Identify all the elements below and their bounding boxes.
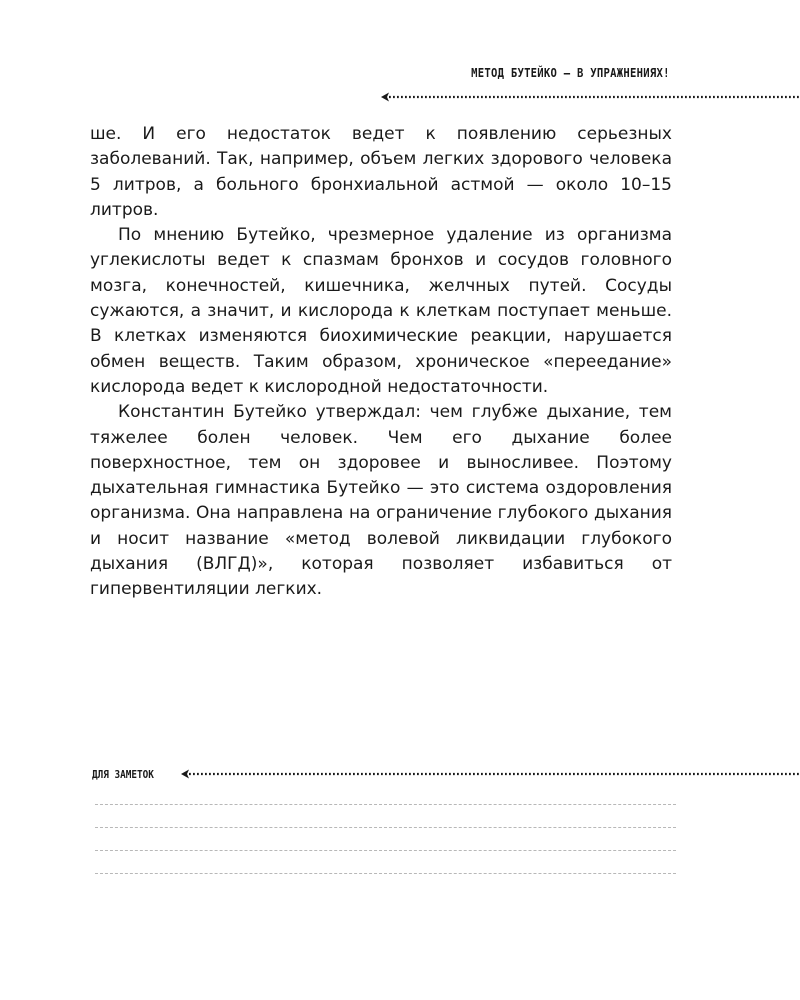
notes-line xyxy=(95,804,676,805)
paragraph: Константин Бутейко утверждал: чем глубже дыхание, тем тяжелее болен человек. Чем его дыхание более поверхностное, тем он здоровее и выносливее. Поэтому дыхательная гимнастика Бутейко — это система оздоровления организма. Она направлена на ограничение глубокого дыхания и носит название «метод волевой ликвидации глубокого дыхания (ВЛГД)», которая позволяет избавиться от гипервентиляции легких. xyxy=(90,402,672,600)
notes-area xyxy=(95,804,676,896)
notes-line xyxy=(95,873,676,874)
dotted-arrow-rule xyxy=(380,91,800,103)
notes-line xyxy=(95,850,676,851)
notes-label: ДЛЯ ЗАМЕТОК xyxy=(92,768,154,781)
paragraph: ше. И его недостаток ведет к появлению серьезных заболеваний. Так, например, объем легких здорового человека 5 литров, а больного бронхиальной астмой — около 10–15 литров. xyxy=(90,124,672,220)
running-head: МЕТОД БУТЕЙКО — В УПРАЖНЕНИЯХ! xyxy=(471,66,670,80)
notes-dotted-arrow-rule xyxy=(180,768,800,780)
article-body xyxy=(90,122,672,603)
notes-line xyxy=(95,827,676,828)
paragraph: По мнению Бутейко, чрезмерное удаление из организма углекислоты ведет к спазмам бронхов и сосудов головного мозга, конечностей, кишечника, желчных путей. Сосуды сужаются, а значит, и кислорода к клеткам поступает меньше. В клетках изменяются биохимические реакции, нарушается обмен веществ. Таким образом, хроническое «переедание» кислорода ведет к кислородной недостаточности. xyxy=(90,225,672,397)
